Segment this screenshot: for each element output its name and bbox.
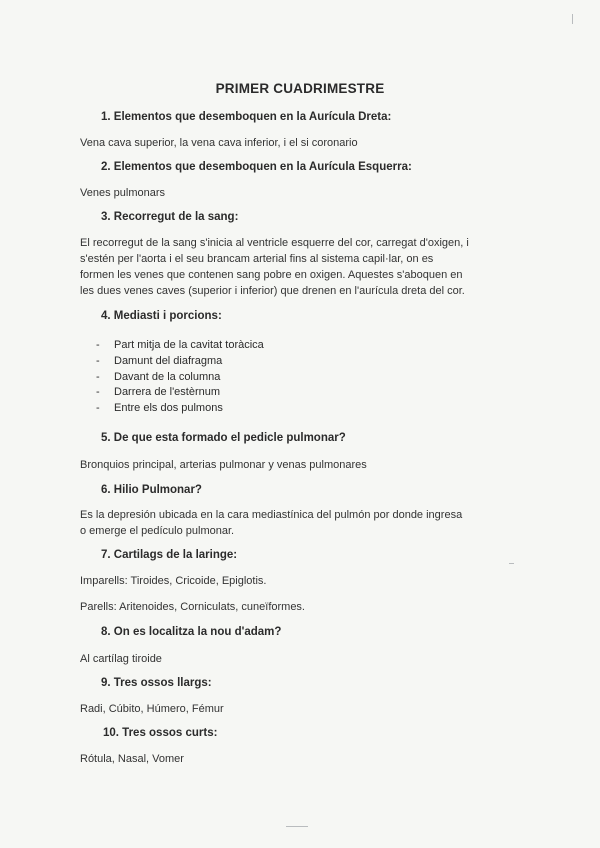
question-5: 5. De que esta formado el pedicle pulmonar? xyxy=(101,432,346,444)
question-6: 6. Hilio Pulmonar? xyxy=(101,484,202,496)
answer-3-line-1: El recorregut de la sang s'inicia al ventricle esquerre del cor, carregat d'oxigen, i xyxy=(80,237,469,249)
question-3: 3. Recorregut de la sang: xyxy=(101,211,239,223)
list-item-text: Davant de la columna xyxy=(114,370,221,383)
answer-9: Radi, Cúbito, Húmero, Fémur xyxy=(80,703,224,715)
list-item-text: Part mitja de la cavitat toràcica xyxy=(114,339,264,351)
mediastinum-list xyxy=(96,338,264,417)
answer-2: Venes pulmonars xyxy=(80,187,165,199)
answer-8: Al cartílag tiroide xyxy=(80,653,162,665)
list-bullet: - xyxy=(96,370,100,383)
question-10: 10. Tres ossos curts: xyxy=(103,727,218,739)
question-9: 9. Tres ossos llargs: xyxy=(101,677,212,689)
list-item-text: Damunt del diafragma xyxy=(114,354,223,367)
list-item xyxy=(96,385,264,401)
list-item-text: Entre els dos pulmons xyxy=(114,402,223,415)
answer-3-line-2: s'estén per l'aorta i el seu brancam arterial fins al sistema capil·lar, on es xyxy=(80,253,434,265)
list-bullet: - xyxy=(96,339,100,351)
list-item xyxy=(96,338,264,354)
answer-10: Rótula, Nasal, Vomer xyxy=(80,753,184,765)
list-item xyxy=(96,354,264,370)
question-2: 2. Elementos que desemboquen en la Aurícula Esquerra: xyxy=(101,161,412,173)
answer-7-paired: Parells: Aritenoides, Corniculats, cuneïformes. xyxy=(80,601,305,613)
answer-3-line-4: les dues venes caves (superior i inferior) que drenen en l'aurícula dreta del cor. xyxy=(80,285,465,297)
answer-5: Bronquios principal, arterias pulmonar y venas pulmonares xyxy=(80,459,367,471)
list-bullet: - xyxy=(96,402,100,415)
answer-7-unpaired: Imparells: Tiroides, Cricoide, Epiglotis. xyxy=(80,575,267,587)
question-1: 1. Elementos que desemboquen en la Aurícula Dreta: xyxy=(101,111,392,123)
scan-mark xyxy=(572,14,573,24)
list-bullet: - xyxy=(96,386,100,399)
page-title: PRIMER CUADRIMESTRE xyxy=(215,81,385,96)
answer-1: Vena cava superior, la vena cava inferior, i el si coronario xyxy=(80,137,358,149)
answer-6-line-2: o emerge el pedículo pulmonar. xyxy=(80,525,235,537)
question-7: 7. Cartilags de la laringe: xyxy=(101,549,238,561)
question-4: 4. Mediasti i porcions: xyxy=(101,310,222,322)
answer-3-line-3: formen les venes que contenen sang pobre en oxigen. Aquestes s'aboquen en xyxy=(80,269,463,281)
list-item xyxy=(96,401,264,417)
scan-mark xyxy=(286,826,308,827)
question-8: 8. On es localitza la nou d'adam? xyxy=(101,626,282,638)
answer-6-line-1: Es la depresión ubicada en la cara mediastínica del pulmón por donde ingresa xyxy=(80,509,463,521)
list-bullet: - xyxy=(96,354,100,367)
list-item-text: Darrera de l'estèrnum xyxy=(114,386,221,399)
list-item xyxy=(96,370,264,386)
scan-mark xyxy=(509,563,514,564)
